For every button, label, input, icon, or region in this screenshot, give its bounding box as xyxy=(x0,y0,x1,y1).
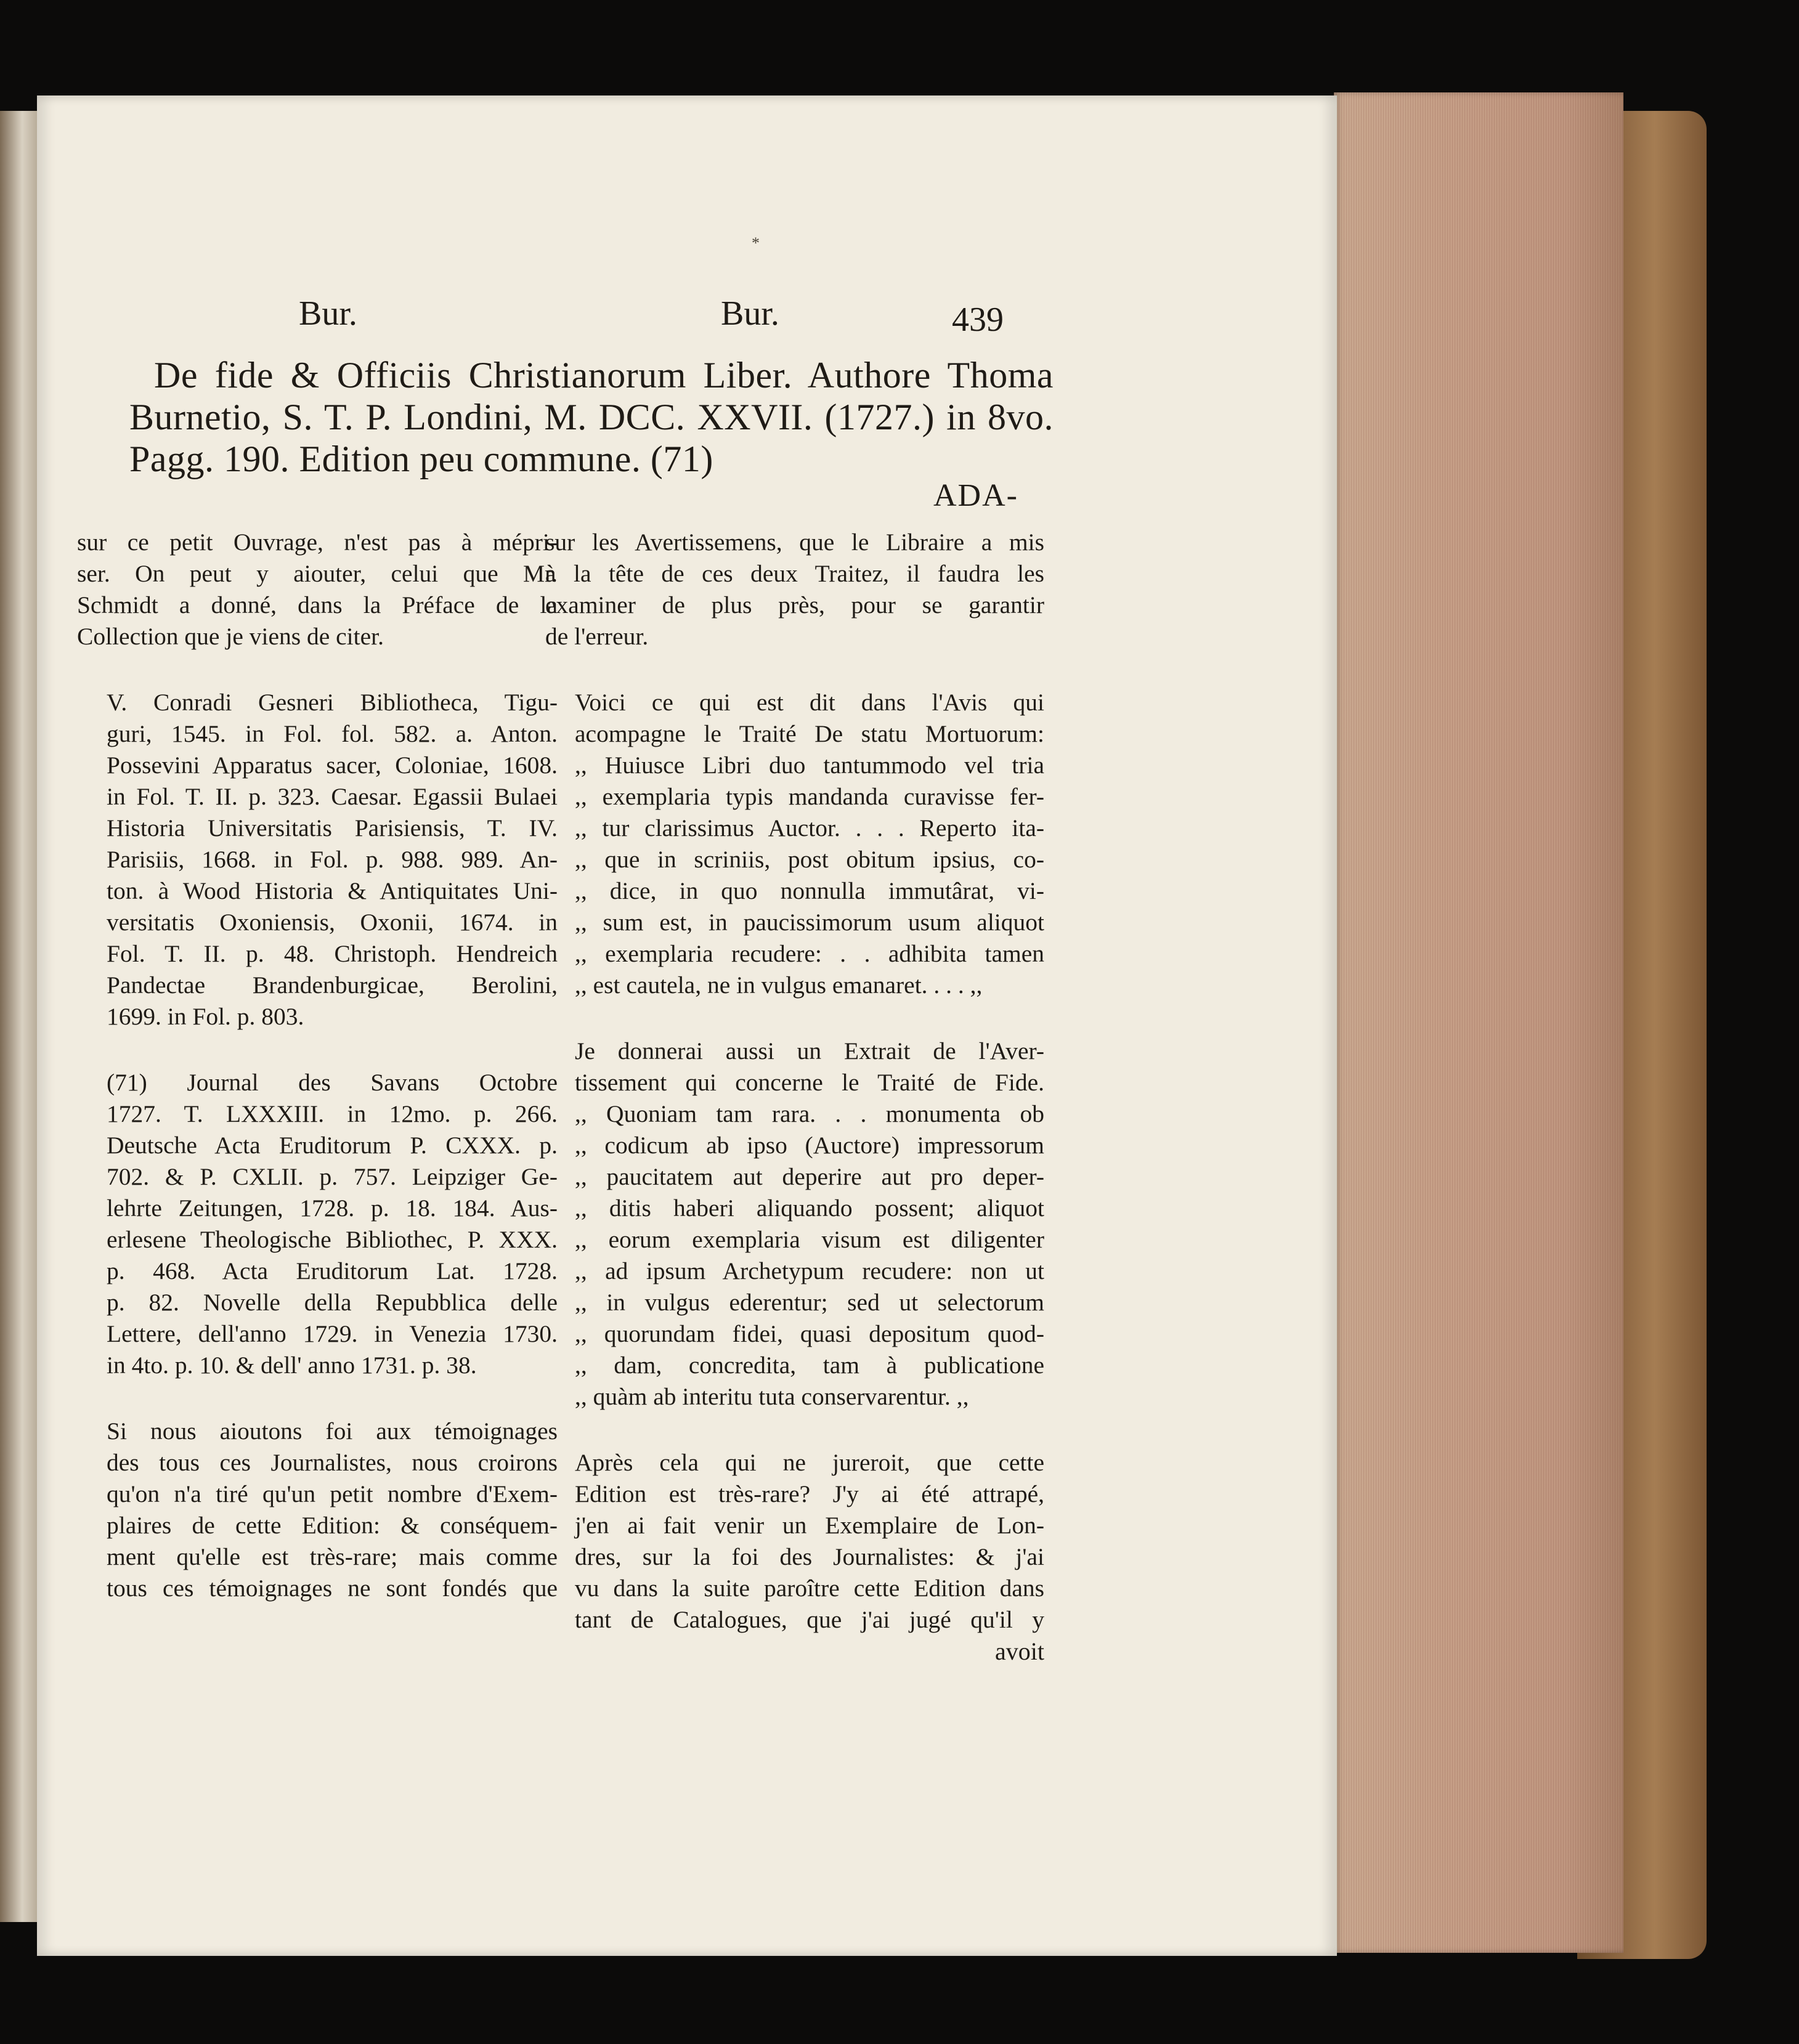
text-line: Possevini Apparatus sacer, Coloniae, 1608. xyxy=(107,752,558,779)
text-line: Edition est très-rare? J'y ai été attrapé, xyxy=(575,1480,1044,1507)
left-paragraph-1 xyxy=(77,527,558,652)
text-line: de l'erreur. xyxy=(545,623,649,650)
signature-mark: * xyxy=(752,234,760,252)
catchword: avoit xyxy=(995,1637,1044,1665)
text-line: versitatis Oxoniensis, Oxonii, 1674. in xyxy=(107,909,558,936)
text-line: p. 82. Novelle della Repubblica delle xyxy=(107,1289,558,1316)
text-line: ,, que in scriniis, post obitum ipsius, co- xyxy=(575,846,1044,873)
text-line: ,, quorundam fidei, quasi depositum quod- xyxy=(575,1320,1044,1347)
book-page xyxy=(37,95,1337,1956)
entry-title-line-3: Pagg. 190. Edition peu commune. (71) xyxy=(129,439,713,479)
text-line: Schmidt a donné, dans la Préface de la xyxy=(77,591,558,618)
text-line: erlesene Theologische Bibliothec, P. XXX. xyxy=(107,1226,558,1253)
text-line: Collection que je viens de citer. xyxy=(77,623,384,650)
text-line: ,, dice, in quo nonnulla immutârat, vi- xyxy=(575,877,1044,904)
text-line: Je donnerai aussi un Extrait de l'Aver- xyxy=(575,1037,1044,1065)
text-line: Lettere, dell'anno 1729. in Venezia 1730. xyxy=(107,1320,558,1347)
entry-title-line-2: Burnetio, S. T. P. Londini, M. DCC. XXVII. (1727.) in 8vo. xyxy=(129,397,1054,437)
text-line: ment qu'elle est très-rare; mais comme xyxy=(107,1543,558,1570)
text-line: ,, dam, concredita, tam à publicatione xyxy=(575,1352,1044,1379)
right-paragraph-1 xyxy=(545,527,1044,652)
text-line: ,, ditis haberi aliquando possent; aliquot xyxy=(575,1194,1044,1222)
left-paragraph-4 xyxy=(77,1416,558,1604)
running-head-center: Bur. xyxy=(721,294,779,333)
text-line: ,, Huiusce Libri duo tantummodo vel tria xyxy=(575,752,1044,779)
text-line: Historia Universitatis Parisiensis, T. IV. xyxy=(107,814,558,842)
text-line: des tous ces Journalistes, nous croirons xyxy=(107,1449,558,1476)
previous-page-edge xyxy=(0,111,37,1922)
text-line: Après cela qui ne jureroit, que cette xyxy=(575,1449,1044,1476)
text-line: ton. à Wood Historia & Antiquitates Uni- xyxy=(107,877,558,904)
text-line: dres, sur la foi des Journalistes: & j'ai xyxy=(575,1543,1044,1570)
text-line: ,, eorum exemplaria visum est diligenter xyxy=(575,1226,1044,1253)
text-line: tissement qui concerne le Traité de Fide. xyxy=(575,1069,1044,1096)
text-line: sur les Avertissemens, que le Libraire a mis xyxy=(545,529,1044,556)
text-line: ,, sum est, in paucissimorum usum aliquot xyxy=(575,909,1044,936)
left-paragraph-2 xyxy=(77,687,558,1032)
text-line: ,, est cautela, ne in vulgus emanaret. . . . ,, xyxy=(575,971,983,999)
running-head-left: Bur. xyxy=(299,294,357,333)
page-fore-edge xyxy=(1334,92,1623,1953)
text-line: ,, paucitatem aut deperire aut pro deper- xyxy=(575,1163,1044,1190)
text-line: Fol. T. II. p. 48. Christoph. Hendreich xyxy=(107,940,558,967)
text-line: Voici ce qui est dit dans l'Avis qui xyxy=(575,689,1044,716)
text-line: qu'on n'a tiré qu'un petit nombre d'Exem- xyxy=(107,1480,558,1507)
text-line: acompagne le Traité De statu Mortuorum: xyxy=(575,720,1044,747)
text-line: ,, exemplaria typis mandanda curavisse fer- xyxy=(575,783,1044,810)
text-line: tant de Catalogues, que j'ai jugé qu'il y xyxy=(575,1606,1044,1633)
text-line: ser. On peut y aiouter, celui que Mr. xyxy=(77,560,558,587)
text-line: ,, Quoniam tam rara. . . monumenta ob xyxy=(575,1100,1044,1127)
text-line: Parisiis, 1668. in Fol. p. 988. 989. An- xyxy=(107,846,558,873)
text-line: V. Conradi Gesneri Bibliotheca, Tigu- xyxy=(107,689,558,716)
left-column xyxy=(77,527,558,1604)
text-line: 1699. in Fol. p. 803. xyxy=(107,1003,304,1030)
text-line: tous ces témoignages ne sont fondés que xyxy=(107,1575,558,1602)
text-line: Pandectae Brandenburgicae, Berolini, xyxy=(107,971,558,999)
text-line: in Fol. T. II. p. 323. Caesar. Egassii Bulaei xyxy=(107,783,558,810)
text-line: Si nous aioutons foi aux témoignages xyxy=(107,1417,558,1445)
text-line: 1727. T. LXXXIII. in 12mo. p. 266. xyxy=(107,1100,558,1127)
page-number: 439 xyxy=(952,301,1004,339)
text-line: lehrte Zeitungen, 1728. p. 18. 184. Aus- xyxy=(107,1194,558,1222)
text-line: ,, ad ipsum Archetypum recudere: non ut xyxy=(575,1257,1044,1284)
left-paragraph-3-footnote xyxy=(77,1067,558,1381)
text-line: guri, 1545. in Fol. fol. 582. a. Anton. xyxy=(107,720,558,747)
text-line: examiner de plus près, pour se garantir xyxy=(545,591,1044,618)
text-line: Deutsche Acta Eruditorum P. CXXX. p. xyxy=(107,1132,558,1159)
entry-title-line-1: De fide & Officiis Christianorum Liber. Authore Thoma xyxy=(154,355,1054,395)
text-line: à la tête de ces deux Traitez, il faudra les xyxy=(545,560,1044,587)
text-line: plaires de cette Edition: & conséquem- xyxy=(107,1512,558,1539)
right-column xyxy=(545,527,1044,1666)
next-entry-heading: ADA- xyxy=(933,478,1018,513)
text-line: j'en ai fait venir un Exemplaire de Lon- xyxy=(575,1512,1044,1539)
text-line: ,, codicum ab ipso (Auctore) impressorum xyxy=(575,1132,1044,1159)
text-line: in 4to. p. 10. & dell' anno 1731. p. 38. xyxy=(107,1352,477,1379)
text-line: vu dans la suite paroître cette Edition dans xyxy=(575,1575,1044,1602)
right-paragraph-2 xyxy=(545,687,1044,1001)
right-paragraph-3 xyxy=(545,1036,1044,1413)
text-line: (71) Journal des Savans Octobre xyxy=(107,1069,558,1096)
text-line: 702. & P. CXLII. p. 757. Leipziger Ge- xyxy=(107,1163,558,1190)
text-line: p. 468. Acta Eruditorum Lat. 1728. xyxy=(107,1257,558,1284)
text-line: ,, tur clarissimus Auctor. . . . Reperto ita- xyxy=(575,814,1044,842)
text-line: ,, quàm ab interitu tuta conservarentur. ,, xyxy=(575,1383,969,1410)
text-line: sur ce petit Ouvrage, n'est pas à mépri- xyxy=(77,529,558,556)
text-line: ,, in vulgus ederentur; sed ut selectorum xyxy=(575,1289,1044,1316)
right-paragraph-4 xyxy=(545,1447,1044,1636)
text-line: ,, exemplaria recudere: . . adhibita tamen xyxy=(575,940,1044,967)
